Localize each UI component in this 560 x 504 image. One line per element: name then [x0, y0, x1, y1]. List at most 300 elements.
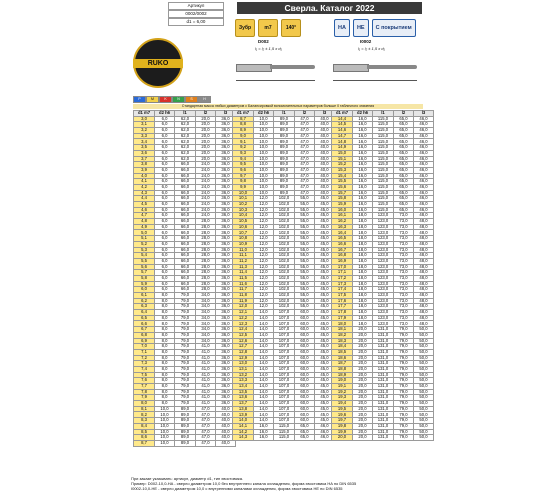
value-cell: 55,0 [295, 258, 315, 264]
value-cell: 8,0 [155, 315, 175, 321]
value-cell: 34,0 [196, 298, 216, 304]
value-cell: 45,0 [315, 344, 335, 350]
value-cell: 20,0 [353, 338, 373, 344]
value-cell: 16,0 [353, 202, 373, 208]
diameter-cell: 14,9 [332, 145, 353, 151]
value-cell: 45,0 [315, 372, 335, 378]
spec-table-3 [331, 110, 434, 441]
value-cell: 60,0 [295, 338, 315, 344]
value-cell: 66,0 [175, 236, 196, 242]
value-cell: 36,0 [216, 156, 236, 162]
value-cell: 65,0 [394, 122, 414, 128]
value-cell: 8,0 [155, 349, 175, 355]
value-cell: 45,0 [315, 315, 335, 321]
value-cell: 107,0 [274, 344, 295, 350]
value-cell: 131,0 [373, 384, 394, 390]
diameter-cell: 15,3 [332, 167, 353, 173]
diameter-cell: 4,2 [134, 184, 155, 190]
value-cell: 18,0 [353, 304, 373, 310]
value-cell: 48,0 [414, 315, 434, 321]
diameter-cell: 19,6 [332, 412, 353, 418]
value-cell: 16,0 [353, 116, 373, 122]
tolerance-icon: m7 [258, 19, 278, 37]
value-cell: 48,0 [414, 281, 434, 287]
value-cell: 60,0 [295, 327, 315, 333]
value-cell: 36,0 [216, 133, 236, 139]
column-header: l1 [373, 111, 394, 117]
value-cell: 12,0 [254, 236, 274, 242]
diameter-cell: 15,0 [332, 150, 353, 156]
value-cell: 20,0 [353, 384, 373, 390]
value-cell: 73,0 [394, 304, 414, 310]
value-cell: 10,0 [254, 122, 274, 128]
value-cell: 36,0 [216, 253, 236, 259]
value-cell: 14,0 [254, 315, 274, 321]
value-cell: 40,0 [216, 406, 236, 412]
value-cell: 6,0 [155, 270, 175, 276]
value-cell: 20,0 [196, 156, 216, 162]
value-cell: 79,0 [175, 327, 196, 333]
value-cell: 41,0 [196, 349, 216, 355]
diameter-cell: 16,2 [332, 219, 353, 225]
diameter-cell: 14,3 [233, 435, 254, 441]
value-cell: 73,0 [394, 281, 414, 287]
value-cell: 12,0 [254, 230, 274, 236]
value-cell: 41,0 [196, 344, 216, 350]
value-cell: 47,0 [295, 184, 315, 190]
value-cell: 20,0 [353, 366, 373, 372]
value-cell: 79,0 [394, 429, 414, 435]
value-cell: 24,0 [196, 207, 216, 213]
value-cell: 18,0 [353, 293, 373, 299]
value-cell: 66,0 [175, 264, 196, 270]
value-cell: 89,0 [175, 418, 196, 424]
value-cell: 60,0 [295, 389, 315, 395]
value-cell: 36,0 [216, 213, 236, 219]
section-code-d002: D002 [258, 39, 269, 44]
value-cell: 40,0 [216, 423, 236, 429]
value-cell: 28,0 [196, 230, 216, 236]
diameter-cell: 17,5 [332, 293, 353, 299]
value-cell: 18,0 [353, 253, 373, 259]
value-cell: 14,0 [254, 395, 274, 401]
value-cell: 79,0 [394, 406, 414, 412]
value-cell: 89,0 [274, 133, 295, 139]
value-cell: 28,0 [196, 270, 216, 276]
value-cell: 12,0 [254, 213, 274, 219]
value-cell: 107,0 [274, 418, 295, 424]
value-cell: 73,0 [394, 315, 414, 321]
value-cell: 50,0 [414, 429, 434, 435]
value-cell: 24,0 [196, 173, 216, 179]
value-cell: 45,0 [315, 406, 335, 412]
drill-shank-i0002 [333, 64, 369, 72]
value-cell: 46,0 [414, 122, 434, 128]
diameter-cell: 19,2 [332, 389, 353, 395]
diameter-cell: 4,4 [134, 196, 155, 202]
value-cell: 60,0 [295, 344, 315, 350]
value-cell: 45,0 [315, 275, 335, 281]
value-cell: 102,0 [274, 304, 295, 310]
diameter-cell: 14,0 [233, 418, 254, 424]
value-cell: 65,0 [394, 116, 414, 122]
value-cell: 24,0 [196, 202, 216, 208]
value-cell: 89,0 [274, 150, 295, 156]
diameter-cell: 8,7 [233, 116, 254, 122]
value-cell: 36,0 [216, 293, 236, 299]
value-cell: 45,0 [315, 293, 335, 299]
value-cell: 45,0 [315, 355, 335, 361]
diameter-cell: 3,4 [134, 139, 155, 145]
value-cell: 79,0 [175, 321, 196, 327]
value-cell: 89,0 [274, 128, 295, 134]
value-cell: 131,0 [373, 332, 394, 338]
value-cell: 16,0 [353, 133, 373, 139]
diameter-cell: 15,5 [332, 179, 353, 185]
value-cell: 18,0 [353, 275, 373, 281]
value-cell: 14,0 [254, 389, 274, 395]
value-cell: 102,0 [274, 219, 295, 225]
value-cell: 36,0 [216, 190, 236, 196]
diameter-cell: 11,0 [233, 247, 254, 253]
diameter-cell: 17,0 [332, 264, 353, 270]
diameter-cell: 16,7 [332, 247, 353, 253]
value-cell: 79,0 [394, 401, 414, 407]
value-cell: 36,0 [216, 162, 236, 168]
diameter-cell: 8,3 [134, 418, 155, 424]
value-cell: 66,0 [175, 270, 196, 276]
diameter-cell: 6,2 [134, 298, 155, 304]
value-cell: 66,0 [175, 219, 196, 225]
value-cell: 46,0 [414, 167, 434, 173]
diameter-cell: 7,3 [134, 361, 155, 367]
brand-logo [133, 38, 183, 88]
value-cell: 28,0 [196, 275, 216, 281]
value-cell: 6,0 [155, 287, 175, 293]
value-cell: 28,0 [196, 287, 216, 293]
value-cell: 36,0 [216, 241, 236, 247]
value-cell: 102,0 [274, 281, 295, 287]
value-cell: 45,0 [315, 213, 335, 219]
value-cell: 8,0 [155, 395, 175, 401]
value-cell: 6,0 [155, 219, 175, 225]
value-cell: 55,0 [295, 281, 315, 287]
value-cell: 48,0 [414, 304, 434, 310]
value-cell: 102,0 [274, 224, 295, 230]
diameter-cell: 17,6 [332, 298, 353, 304]
footer-line-3: I0002-10,0-HE - сверло диаметром 10,0 с внутренними каналами охлаждения, форма хвостовика HE по DIN 6535 [131, 486, 343, 491]
value-cell: 41,0 [196, 355, 216, 361]
value-cell: 34,0 [196, 310, 216, 316]
value-cell: 115,0 [274, 423, 295, 429]
value-cell: 8,0 [155, 304, 175, 310]
value-cell: 62,0 [175, 122, 196, 128]
value-cell: 47,0 [196, 429, 216, 435]
diameter-cell: 6,5 [134, 315, 155, 321]
value-cell: 48,0 [414, 253, 434, 259]
value-cell: 55,0 [295, 287, 315, 293]
value-cell: 48,0 [414, 213, 434, 219]
value-cell: 66,0 [175, 241, 196, 247]
value-cell: 89,0 [274, 167, 295, 173]
value-cell: 45,0 [315, 338, 335, 344]
value-cell: 40,0 [315, 122, 335, 128]
value-cell: 48,0 [414, 236, 434, 242]
diameter-cell: 3,2 [134, 128, 155, 134]
diameter-cell: 3,6 [134, 150, 155, 156]
diameter-cell: 8,0 [134, 401, 155, 407]
value-cell: 24,0 [196, 179, 216, 185]
diameter-cell: 6,1 [134, 293, 155, 299]
value-cell: 79,0 [175, 395, 196, 401]
value-cell: 34,0 [196, 327, 216, 333]
diameter-cell: 7,7 [134, 384, 155, 390]
drill-body-i0002 [367, 65, 417, 69]
column-header: l2 [394, 111, 414, 117]
value-cell: 62,0 [175, 116, 196, 122]
diameter-cell: 12,1 [233, 310, 254, 316]
value-cell: 62,0 [175, 145, 196, 151]
value-cell: 89,0 [274, 122, 295, 128]
diameter-cell: 6,6 [134, 321, 155, 327]
value-cell: 36,0 [216, 145, 236, 151]
value-cell: 107,0 [274, 349, 295, 355]
value-cell: 62,0 [175, 139, 196, 145]
value-cell: 41,0 [196, 395, 216, 401]
diameter-cell: 17,8 [332, 310, 353, 316]
diameter-cell: 17,1 [332, 270, 353, 276]
value-cell: 65,0 [394, 150, 414, 156]
value-cell: 66,0 [175, 162, 196, 168]
value-cell: 107,0 [274, 310, 295, 316]
diameter-cell: 18,3 [332, 338, 353, 344]
value-cell: 20,0 [353, 395, 373, 401]
legend-m: M [146, 96, 159, 103]
value-cell: 41,0 [196, 372, 216, 378]
value-cell: 47,0 [295, 133, 315, 139]
value-cell: 60,0 [295, 315, 315, 321]
diameter-cell: 10,2 [233, 202, 254, 208]
value-cell: 45,0 [315, 241, 335, 247]
value-cell: 60,0 [295, 395, 315, 401]
value-cell: 40,0 [216, 412, 236, 418]
value-cell: 28,0 [196, 258, 216, 264]
value-cell: 10,0 [254, 162, 274, 168]
value-cell: 50,0 [414, 372, 434, 378]
diameter-cell: 6,4 [134, 310, 155, 316]
diameter-cell: 5,0 [134, 230, 155, 236]
value-cell: 14,0 [254, 366, 274, 372]
value-cell: 65,0 [295, 423, 315, 429]
value-cell: 8,0 [155, 310, 175, 316]
diameter-cell: 8,2 [134, 412, 155, 418]
diameter-cell: 4,5 [134, 202, 155, 208]
diameter-cell: 15,8 [332, 196, 353, 202]
value-cell: 14,0 [254, 349, 274, 355]
value-cell: 45,0 [315, 395, 335, 401]
value-cell: 131,0 [373, 366, 394, 372]
value-cell: 66,0 [175, 281, 196, 287]
value-cell: 107,0 [274, 315, 295, 321]
value-cell: 131,0 [373, 338, 394, 344]
diameter-cell: 9,4 [233, 156, 254, 162]
value-cell: 115,0 [373, 162, 394, 168]
value-cell: 45,0 [315, 253, 335, 259]
value-cell: 16,0 [254, 423, 274, 429]
value-cell: 28,0 [196, 241, 216, 247]
value-cell: 107,0 [274, 372, 295, 378]
value-cell: 6,0 [155, 213, 175, 219]
value-cell: 40,0 [315, 139, 335, 145]
value-cell: 10,0 [254, 139, 274, 145]
diameter-cell: 5,1 [134, 236, 155, 242]
value-cell: 79,0 [175, 315, 196, 321]
diameter-cell: 12,5 [233, 332, 254, 338]
value-cell: 45,0 [315, 349, 335, 355]
column-header: d2 h6 [254, 111, 274, 117]
value-cell: 73,0 [394, 264, 414, 270]
spec-table-2 [232, 110, 335, 441]
diameter-cell: 11,7 [233, 287, 254, 293]
value-cell: 79,0 [394, 366, 414, 372]
value-cell: 18,0 [353, 264, 373, 270]
carbide-icon: Зубр [235, 19, 255, 37]
diameter-cell: 15,9 [332, 202, 353, 208]
value-cell: 107,0 [274, 401, 295, 407]
legend-s: S [185, 96, 198, 103]
diameter-cell: 5,3 [134, 247, 155, 253]
value-cell: 36,0 [216, 275, 236, 281]
value-cell: 12,0 [254, 253, 274, 259]
value-cell: 34,0 [196, 293, 216, 299]
value-cell: 24,0 [196, 190, 216, 196]
column-header: d1 m7 [233, 111, 254, 117]
article-box [168, 2, 224, 26]
value-cell: 48,0 [414, 258, 434, 264]
value-cell: 60,0 [295, 372, 315, 378]
value-cell: 79,0 [394, 423, 414, 429]
value-cell: 65,0 [394, 133, 414, 139]
value-cell: 131,0 [373, 349, 394, 355]
value-cell: 20,0 [353, 349, 373, 355]
value-cell: 8,0 [155, 298, 175, 304]
value-cell: 79,0 [175, 401, 196, 407]
value-cell: 45,0 [315, 224, 335, 230]
value-cell: 115,0 [373, 190, 394, 196]
value-cell: 10,0 [155, 435, 175, 441]
value-cell: 20,0 [196, 122, 216, 128]
diameter-cell: 12,9 [233, 355, 254, 361]
value-cell: 65,0 [394, 184, 414, 190]
value-cell: 14,0 [254, 406, 274, 412]
value-cell: 36,0 [216, 258, 236, 264]
value-cell: 36,0 [216, 338, 236, 344]
value-cell: 47,0 [295, 179, 315, 185]
value-cell: 40,0 [315, 167, 335, 173]
value-cell: 73,0 [394, 230, 414, 236]
value-cell: 79,0 [175, 310, 196, 316]
value-cell: 40,0 [216, 418, 236, 424]
value-cell: 89,0 [175, 423, 196, 429]
value-cell: 36,0 [216, 179, 236, 185]
value-cell: 47,0 [295, 116, 315, 122]
diameter-cell: 16,3 [332, 224, 353, 230]
value-cell: 36,0 [216, 366, 236, 372]
diameter-cell: 7,0 [134, 344, 155, 350]
value-cell: 65,0 [394, 167, 414, 173]
value-cell: 8,0 [155, 327, 175, 333]
value-cell: 36,0 [216, 321, 236, 327]
value-cell: 60,0 [295, 321, 315, 327]
value-cell: 89,0 [175, 435, 196, 441]
value-cell: 20,0 [353, 355, 373, 361]
value-cell: 36,0 [216, 202, 236, 208]
value-cell: 41,0 [196, 366, 216, 372]
diameter-cell: 14,1 [233, 423, 254, 429]
diameter-cell: 16,8 [332, 253, 353, 259]
value-cell: 107,0 [274, 406, 295, 412]
value-cell: 28,0 [196, 264, 216, 270]
value-cell: 10,0 [155, 412, 175, 418]
value-cell: 55,0 [295, 253, 315, 259]
value-cell: 123,0 [373, 241, 394, 247]
value-cell: 65,0 [394, 190, 414, 196]
value-cell: 47,0 [196, 406, 216, 412]
value-cell: 40,0 [315, 190, 335, 196]
value-cell: 20,0 [353, 423, 373, 429]
diameter-cell: 17,3 [332, 281, 353, 287]
value-cell: 28,0 [196, 236, 216, 242]
value-cell: 10,0 [254, 150, 274, 156]
value-cell: 36,0 [216, 247, 236, 253]
value-cell: 79,0 [394, 412, 414, 418]
material-legend [133, 96, 211, 103]
diameter-cell: 3,0 [134, 116, 155, 122]
diameter-cell: 11,6 [233, 281, 254, 287]
diameter-cell: 10,3 [233, 207, 254, 213]
value-cell: 46,0 [315, 435, 335, 441]
value-cell: 48,0 [414, 270, 434, 276]
diameter-cell: 15,6 [332, 184, 353, 190]
coating-icon: С покрытием [372, 19, 416, 37]
diameter-cell: 11,5 [233, 275, 254, 281]
value-cell: 18,0 [353, 247, 373, 253]
legend-p: P [133, 96, 146, 103]
diameter-cell: 5,4 [134, 253, 155, 259]
diameter-cell: 12,0 [233, 304, 254, 310]
article-code: 0002/0002 [168, 10, 224, 18]
value-cell: 79,0 [394, 384, 414, 390]
value-cell: 107,0 [274, 327, 295, 333]
value-cell: 14,0 [254, 310, 274, 316]
value-cell: 65,0 [394, 145, 414, 151]
value-cell: 73,0 [394, 241, 414, 247]
value-cell: 48,0 [414, 298, 434, 304]
value-cell: 40,0 [315, 150, 335, 156]
diameter-cell: 6,9 [134, 338, 155, 344]
value-cell: 60,0 [295, 378, 315, 384]
legend-h: H [198, 96, 211, 103]
value-cell: 89,0 [274, 156, 295, 162]
diameter-cell: 19,4 [332, 401, 353, 407]
value-cell: 50,0 [414, 366, 434, 372]
value-cell: 8,0 [155, 321, 175, 327]
diameter-cell: 4,1 [134, 179, 155, 185]
diameter-cell: 19,5 [332, 406, 353, 412]
value-cell: 66,0 [175, 207, 196, 213]
value-cell: 102,0 [274, 207, 295, 213]
value-cell: 102,0 [274, 293, 295, 299]
